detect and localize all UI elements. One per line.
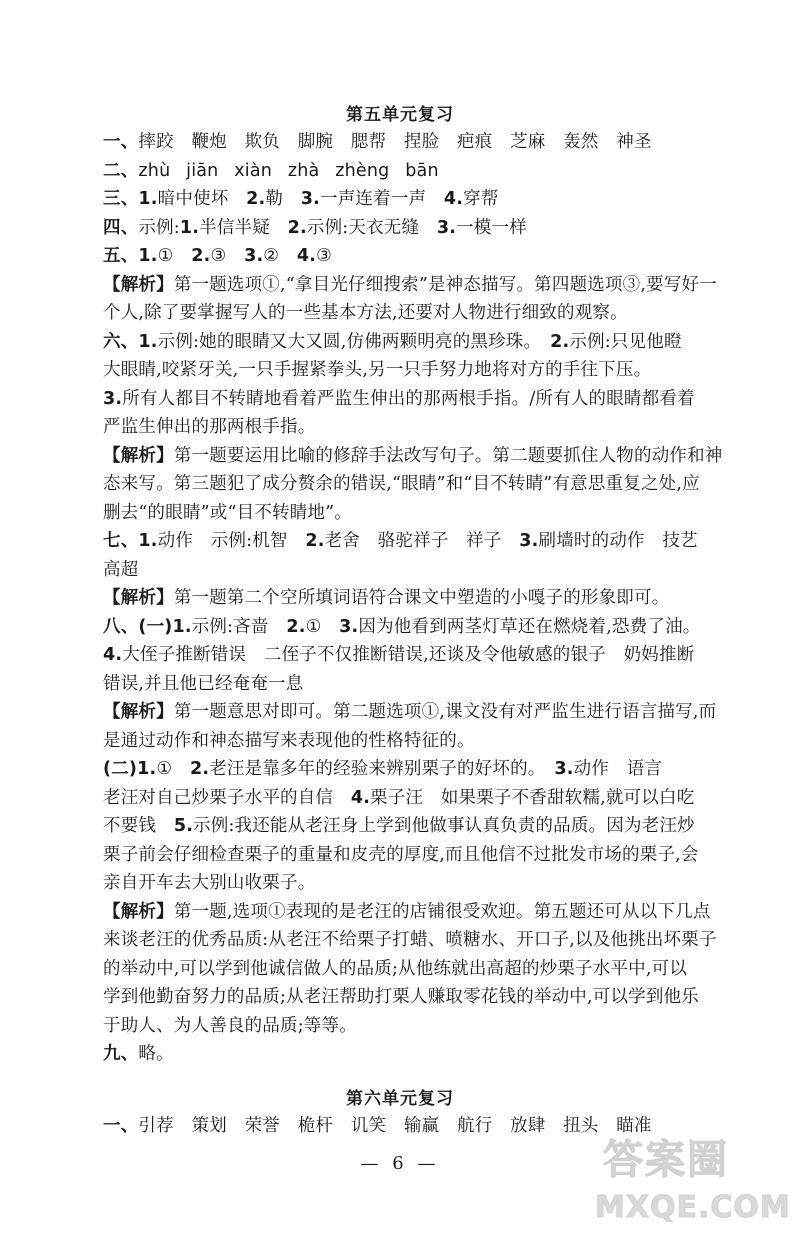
unit5-q8b-line-2 xyxy=(103,784,703,813)
q8b-item-4: 栗子汪 如果栗子不香甜软糯,就可以白吃 xyxy=(370,787,695,808)
q8b-item-4-cont: 不要钱 xyxy=(103,816,174,836)
q1-words: 摔跤 鞭炮 欺负 脚腕 腮帮 捏脸 疤痕 芝麻 轰然 神圣 xyxy=(138,132,652,152)
unit5-q2 xyxy=(103,157,703,186)
q5-item-2: ③ xyxy=(210,246,245,266)
q6-item-2: 示例:只见他瞪 xyxy=(569,331,682,352)
analysis-6-line-2: 态来写。第三题犯了成分赘余的错误,“眼睛”和“目不转睛”有意思重复之处,应 xyxy=(103,474,700,494)
q4-item-1: 半信半疑 xyxy=(199,217,288,238)
unit5-q8b-line-3 xyxy=(103,812,703,841)
unit5-answers xyxy=(103,128,723,1069)
q8b-item-3-number: 3. xyxy=(554,759,574,779)
analysis-tag: 【解析】 xyxy=(103,445,174,466)
q8b-item-5: 示例:我还能从老汪身上学到他做事认真负责的品质。因为老汪炒 xyxy=(193,816,695,836)
q8b-item-3-cont: 老汪对自己炒栗子水平的自信 xyxy=(103,787,351,808)
unit5-q3 xyxy=(103,185,703,214)
q8b-item-2: 老汪是靠多年的经验来辨别栗子的好坏的。 xyxy=(209,759,555,779)
q8-item-2-number: 2. xyxy=(286,616,306,637)
unit5-q8b-line-5: 亲自开车去大别山收栗子。 xyxy=(103,873,316,893)
unit5-q8b-line-1 xyxy=(103,755,703,784)
analysis-8a-line-1 xyxy=(103,698,717,727)
q4-item-2-number: 2. xyxy=(287,217,307,238)
analysis-text: 第一题意思对即可。第二题选项①,课文没有对严监生进行语言描写,而 xyxy=(173,702,717,722)
page-number: — 6 — xyxy=(360,1153,440,1174)
q6-item-3: 所有人都目不转睛地看着严监生伸出的那两根手指。/所有人的眼睛都看着 xyxy=(122,388,695,409)
q3-number: 三、 xyxy=(103,189,139,209)
q4-item-2: 示例:天衣无缝 xyxy=(306,217,437,238)
unit5-q7-line-1 xyxy=(103,527,703,556)
q9-number: 九、 xyxy=(103,1044,139,1064)
analysis-7-line-1 xyxy=(103,584,703,613)
unit5-q6-line-1 xyxy=(103,328,703,357)
unit5-q6-line-4: 严监生伸出的那两根手指。 xyxy=(103,417,316,437)
q5-item-1: ① xyxy=(157,246,192,266)
unit5-q8-line-2 xyxy=(103,641,703,670)
analysis-5-line-1 xyxy=(103,271,717,300)
q8-item-2: ① xyxy=(305,616,340,637)
q3-item-3: 一声连着一声 xyxy=(320,189,444,209)
unit5-q9 xyxy=(103,1040,703,1069)
q6-item-1-number: 1. xyxy=(138,331,158,352)
analysis-text: 第一题,选项①表现的是老汪的店铺很受欢迎。第五题还可从以下几点 xyxy=(173,901,711,922)
unit5-q4 xyxy=(103,214,703,243)
q3-item-1-number: 1. xyxy=(138,189,158,209)
unit6-title: 第六单元复习 xyxy=(346,1089,454,1109)
analysis-8b-line-4: 学到他勤奋努力的品质;从老汪帮助打栗人赚取零花钱的举动中,可以学到他乐 xyxy=(103,987,699,1007)
q2-number: 二、 xyxy=(103,160,139,181)
analysis-8a-line-2: 是通过动作和神态描写来表现他的性格特征的。 xyxy=(103,730,475,751)
q7-item-1-number: 1. xyxy=(138,531,158,551)
q1-number: 一、 xyxy=(103,132,139,152)
q8-number: 八、(一) xyxy=(103,616,173,637)
q8-item-1-number: 1. xyxy=(172,616,192,637)
analysis-text: 第一题第二个空所填词语符合课文中塑造的小嘎子的形象即可。 xyxy=(173,588,670,608)
q7-item-1: 动作 示例:机智 xyxy=(157,531,306,551)
q3-item-2: 勒 xyxy=(265,189,301,209)
unit5-q7-line-2: 高超 xyxy=(103,559,139,580)
unit5-q8-line-1 xyxy=(103,613,703,642)
analysis-8b-line-1 xyxy=(103,898,711,927)
q5-item-1-number: 1. xyxy=(138,246,158,266)
q8-item-4-number: 4. xyxy=(103,645,123,665)
q8b-item-5-number: 5. xyxy=(173,816,194,836)
q7-item-2-number: 2. xyxy=(305,531,325,551)
q8-item-3: 因为他看到两茎灯草还在燃烧着,恐费了油。 xyxy=(358,616,701,637)
q4-item-3-number: 3. xyxy=(436,217,457,238)
q5-item-4: ③ xyxy=(316,246,333,266)
watermark-title: 答案圈 xyxy=(603,1137,729,1183)
q8b-item-4-number: 4. xyxy=(350,787,371,808)
analysis-5-line-2: 个人,除了要掌握写人的一些基本方法,还要对人物进行细致的观察。 xyxy=(103,303,628,323)
q4-number: 四、 xyxy=(103,217,139,238)
unit5-q6-line-3 xyxy=(103,385,703,414)
q9-answer: 略。 xyxy=(138,1044,174,1064)
unit5-title: 第五单元复习 xyxy=(346,105,454,125)
q8-item-4: 大侄子推断错误 二侄子不仅推断错误,还谈及令他敏感的银子 奶妈推断 xyxy=(122,645,695,665)
unit5-q8b-line-4: 栗子前会仔细检查栗子的重量和皮壳的厚度,而且他信不过批发市场的栗子,会 xyxy=(103,844,699,865)
q6-number: 六、 xyxy=(103,331,139,352)
analysis-tag: 【解析】 xyxy=(103,274,174,295)
q5-number: 五、 xyxy=(103,246,139,266)
q6-item-1: 示例:她的眼睛又大又圆,仿佛两颗明亮的黑珍珠。 xyxy=(157,331,551,352)
q7-item-2: 老舍 骆驼祥子 祥子 xyxy=(324,531,520,551)
unit5-q8-line-3: 错误,并且他已经奄奄一息 xyxy=(103,673,304,694)
unit5-q6-line-2: 大眼睛,咬紧牙关,一只手握紧拳头,另一只手努力地将对方的手往下压。 xyxy=(103,360,652,380)
analysis-6-line-3: 删去“的眼睛”或“目不转睛地”。 xyxy=(103,502,352,523)
q4-item-3: 一模一样 xyxy=(456,217,527,238)
watermark-logo xyxy=(595,1128,793,1232)
unit6-q1-number: 一、 xyxy=(103,1116,139,1136)
q8-item-1: 示例:吝啬 xyxy=(191,616,287,637)
q6-item-2-number: 2. xyxy=(550,331,570,352)
q5-item-4-number: 4. xyxy=(296,246,317,266)
q4-item-1-number: 1. xyxy=(179,217,200,238)
analysis-8b-line-2: 来谈老汪的优秀品质:从老汪不给栗子打蜡、喷糖水、开口子,以及他挑出坏栗子 xyxy=(103,930,717,950)
q3-item-3-number: 3. xyxy=(300,189,321,209)
q8-item-3-number: 3. xyxy=(339,616,359,637)
q3-item-1: 暗中使坏 xyxy=(157,189,247,209)
q8b-item-3: 动作 语言 xyxy=(573,759,663,779)
q7-item-3: 刷墙时的动作 技艺 xyxy=(538,531,698,551)
unit5-q1 xyxy=(103,128,703,157)
q7-item-3-number: 3. xyxy=(519,531,539,551)
q4-prefix: 示例: xyxy=(138,217,180,238)
analysis-8b-line-5: 于助人、为人善良的品质;等等。 xyxy=(103,1015,357,1036)
q5-item-3: ② xyxy=(263,246,297,266)
unit5-q5 xyxy=(103,242,703,271)
q3-item-2-number: 2. xyxy=(246,189,266,209)
q5-item-2-number: 2. xyxy=(191,246,211,266)
analysis-tag: 【解析】 xyxy=(103,901,174,922)
analysis-tag: 【解析】 xyxy=(103,588,174,608)
q2-pinyin: zhù jiān xiàn zhà zhèng bān xyxy=(138,160,439,181)
analysis-tag: 【解析】 xyxy=(103,702,174,722)
q8b-item-1-number: 1. xyxy=(137,759,157,779)
analysis-text: 第一题选项①,“拿目光仔细搜索”是神态描写。第四题选项③,要写好一 xyxy=(173,274,717,295)
q8b-item-1: ① xyxy=(156,759,190,779)
unit6-q1-words: 引荐 策划 荣誉 桅杆 讥笑 输赢 航行 放肆 扭头 瞄准 xyxy=(138,1116,652,1136)
q7-number: 七、 xyxy=(103,531,139,551)
q3-item-4-number: 4. xyxy=(443,189,464,209)
q8b-number: (二) xyxy=(103,759,138,779)
analysis-6-line-1 xyxy=(103,442,723,471)
watermark-url: MXQE.COM xyxy=(595,1190,791,1225)
q3-item-4: 穿帮 xyxy=(463,189,499,209)
q6-item-3-number: 3. xyxy=(103,388,123,409)
analysis-text: 第一题要运用比喻的修辞手法改写句子。第二题要抓住人物的动作和神 xyxy=(173,445,723,466)
analysis-8b-line-3: 的举动中,可以学到他诚信做人的品质;从他练就出高超的炒栗子水平中,可以 xyxy=(103,958,688,979)
q5-item-3-number: 3. xyxy=(244,246,264,266)
q8b-item-2-number: 2. xyxy=(189,759,210,779)
